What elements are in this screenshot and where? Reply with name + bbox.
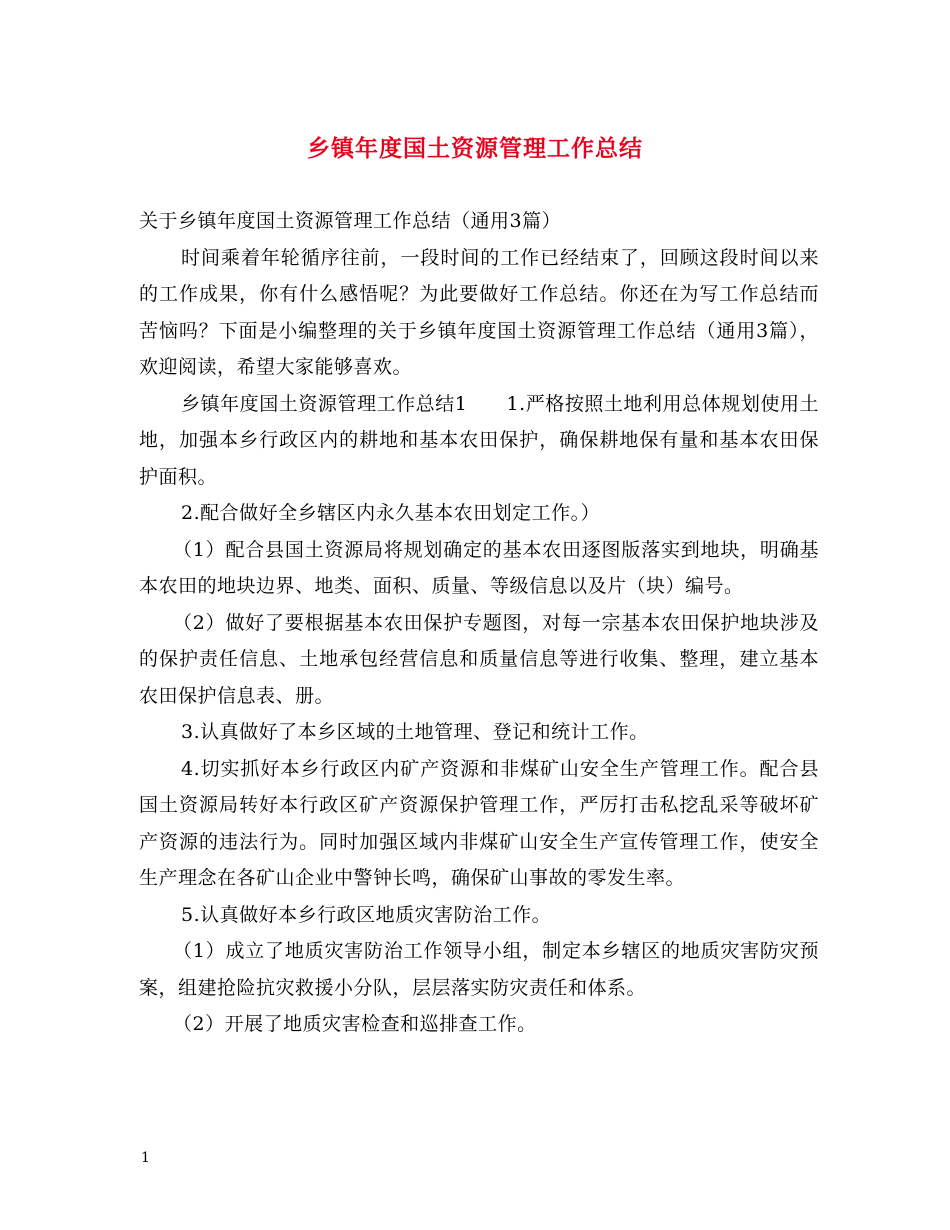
intro-paragraph: 时间乘着年轮循序往前，一段时间的工作已经结束了，回顾这段时间以来的工作成果，你有什么感悟呢？为此要做好工作总结。你还在为写工作总结而苦恼吗？下面是小编整理的关于乡镇年度国土资源管理工作总结（通用3篇），欢迎阅读，希望大家能够喜欢。 — [139, 246, 819, 378]
page-number: 1 — [141, 1150, 150, 1166]
item-2-1-paragraph: （1）配合县国土资源局将规划确定的基本农田逐图版落实到地块，明确基本农田的地块边界、地类、面积、质量、等级信息以及片（块）编号。 — [139, 538, 819, 597]
document-title: 乡镇年度国土资源管理工作总结 — [307, 136, 643, 162]
item-2-paragraph: 2.配合做好全乡辖区内永久基本农田划定工作。） — [181, 502, 601, 524]
item-5-paragraph: 5.认真做好本乡行政区地质灾害防治工作。 — [181, 903, 552, 926]
section-1-paragraph: 乡镇年度国土资源管理工作总结1 1.严格按照土地利用总体规划使用土地，加强本乡行政区内的耕地和基本农田保护，确保耕地保有量和基本农田保护面积。 — [139, 392, 819, 488]
item-5-2-paragraph: （2）开展了地质灾害检查和巡排查工作。 — [173, 1013, 537, 1035]
document-body — [139, 203, 819, 1043]
subtitle-paragraph: 关于乡镇年度国土资源管理工作总结（通用3篇） — [139, 210, 562, 232]
item-2-2-paragraph: （2）做好了要根据基本农田保护专题图，对每一宗基本农田保护地块涉及的保护责任信息、土地承包经营信息和质量信息等进行收集、整理，建立基本农田保护信息表、册。 — [139, 611, 819, 707]
item-4-paragraph: 4.切实抓好本乡行政区内矿产资源和非煤矿山安全生产管理工作。配合县国土资源局转好本行政区矿产资源保护管理工作，严厉打击私挖乱采等破坏矿产资源的违法行为。同时加强区域内非煤矿山安全生产宣传管理工作，使安全生产理念在各矿山企业中警钟长鸣，确保矿山事故的零发生率。 — [139, 757, 819, 889]
item-5-1-paragraph: （1）成立了地质灾害防治工作领导小组，制定本乡辖区的地质灾害防灾预案，组建抢险抗灾救援小分队，层层落实防灾责任和体系。 — [139, 940, 819, 999]
item-3-paragraph: 3.认真做好了本乡区域的土地管理、登记和统计工作。 — [181, 721, 649, 743]
